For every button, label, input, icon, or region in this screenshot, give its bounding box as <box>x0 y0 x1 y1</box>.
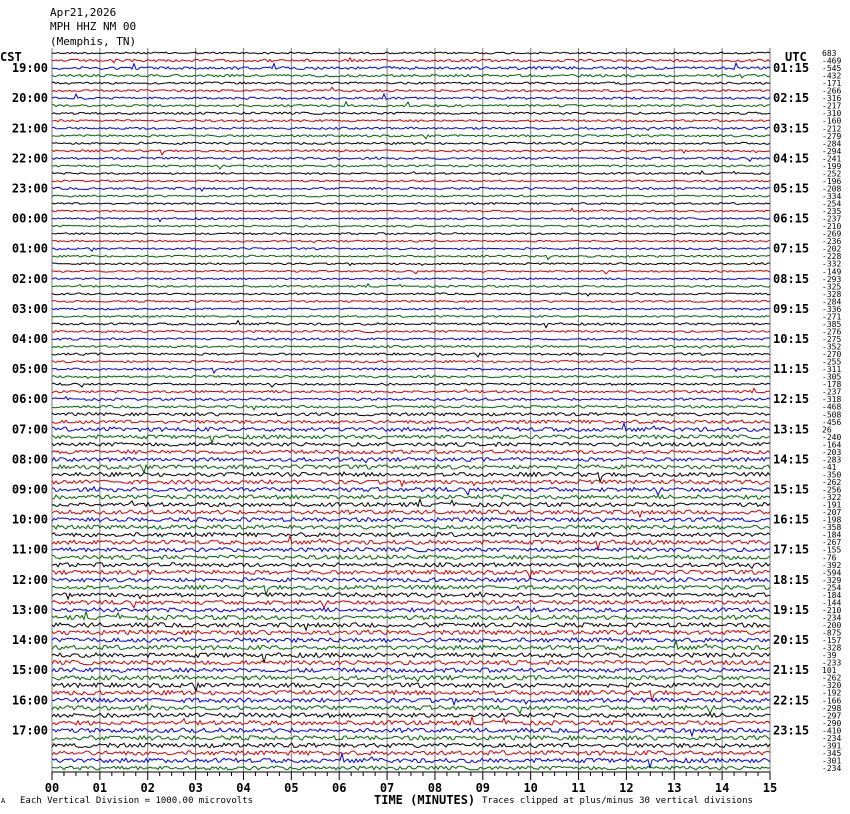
trace-line <box>52 353 770 357</box>
right-hour-label: 20:15 <box>773 633 810 648</box>
trace-offset-label: -235 <box>822 207 842 217</box>
trace-line <box>52 525 770 529</box>
trace-offset-label: -217 <box>822 101 842 111</box>
trace-offset-label: -293 <box>822 274 842 284</box>
trace-line <box>52 638 770 642</box>
trace-line <box>52 208 770 212</box>
trace-line <box>52 300 770 302</box>
left-hour-label: 05:00 <box>11 362 48 377</box>
header-location: (Memphis, TN) <box>50 35 137 48</box>
trace-offset-label: -310 <box>822 109 842 119</box>
trace-offset-label: -255 <box>822 357 842 367</box>
trace-line <box>52 578 770 582</box>
trace-offset-label: -237 <box>822 214 842 224</box>
trace-offset-label: -155 <box>822 545 842 555</box>
x-tick-label: 01 <box>92 781 108 795</box>
left-hour-label: 10:00 <box>11 512 48 527</box>
trace-offset-label: -456 <box>822 417 842 427</box>
trace-offset-label: -469 <box>822 56 842 66</box>
trace-line <box>52 413 770 416</box>
trace-line <box>52 397 770 401</box>
trace-line <box>52 308 770 310</box>
trace-offset-label: -144 <box>822 598 842 608</box>
right-timezone-label: UTC <box>785 50 807 64</box>
trace-line <box>52 383 770 387</box>
right-hour-label: 01:15 <box>773 61 810 76</box>
left-hour-label: 06:00 <box>11 392 48 407</box>
trace-offset-label: -267 <box>822 538 842 548</box>
trace-line <box>52 375 770 378</box>
trace-line <box>52 420 770 423</box>
right-hour-label: 13:15 <box>773 422 810 437</box>
trace-offset-label: -392 <box>822 560 842 570</box>
trace-line <box>52 660 770 664</box>
trace-offset-label: -234 <box>822 764 842 773</box>
right-hour-label: 08:15 <box>773 271 810 286</box>
x-tick-label: 09 <box>475 781 491 795</box>
left-hour-label: 15:00 <box>11 663 48 678</box>
trace-line <box>52 293 770 296</box>
trace-offset-label: -410 <box>822 726 842 736</box>
trace-line <box>52 743 770 747</box>
trace-offset-label: -358 <box>822 523 842 533</box>
trace-offset-label: -266 <box>822 86 842 96</box>
header-station: MPH HHZ NM 00 <box>50 20 137 33</box>
trace-offset-label: -39 <box>822 651 837 661</box>
trace-line <box>52 754 770 768</box>
left-hour-label: 08:00 <box>11 452 48 467</box>
trace-line <box>52 612 770 620</box>
trace-offset-label: 26 <box>822 425 832 435</box>
trace-offset-label: -594 <box>822 568 842 578</box>
trace-line <box>52 74 770 78</box>
trace-offset-label: -332 <box>822 259 842 269</box>
trace-line <box>52 423 770 431</box>
trace-offset-label: -290 <box>822 718 842 728</box>
trace-line <box>52 548 770 552</box>
trace-offset-label: -254 <box>822 199 842 209</box>
trace-line <box>52 218 770 222</box>
trace-line <box>52 195 770 197</box>
trace-offset-label: -236 <box>822 237 842 247</box>
trace-line <box>52 315 770 317</box>
trace-offset-label: -240 <box>822 432 842 442</box>
trace-offset-label: -311 <box>822 365 842 375</box>
trace-line <box>52 499 770 507</box>
x-tick-label: 06 <box>331 781 347 795</box>
trace-line <box>52 717 770 725</box>
x-tick-label: 14 <box>714 781 730 795</box>
trace-offset-label: -301 <box>822 756 842 766</box>
trace-offset-label: -322 <box>822 493 842 503</box>
right-hour-label: 07:15 <box>773 241 810 256</box>
trace-line <box>52 406 770 410</box>
left-hour-label: 17:00 <box>11 723 48 738</box>
trace-offset-label: -350 <box>822 470 842 480</box>
right-hour-label: 23:15 <box>773 723 810 738</box>
right-hour-label: 16:15 <box>773 512 810 527</box>
trace-line <box>52 102 770 107</box>
trace-line <box>52 180 770 182</box>
trace-offset-label: -276 <box>822 327 842 337</box>
trace-offset-label: -252 <box>822 169 842 179</box>
trace-offset-label: -297 <box>822 711 842 721</box>
right-hour-label: 06:15 <box>773 211 810 226</box>
trace-offset-label: -284 <box>822 139 842 149</box>
trace-offset-label: -508 <box>822 410 842 420</box>
right-hour-label: 14:15 <box>773 452 810 467</box>
trace-line <box>52 465 770 473</box>
trace-line <box>52 388 770 393</box>
trace-offset-label: -191 <box>822 500 842 510</box>
trace-offset-label: -199 <box>822 161 842 171</box>
trace-line <box>52 150 770 155</box>
trace-line <box>52 330 770 332</box>
trace-offset-label: -160 <box>822 116 842 126</box>
trace-line <box>52 443 770 447</box>
trace-line <box>52 641 770 650</box>
trace-offset-label: -196 <box>822 176 842 186</box>
x-tick-label: 13 <box>667 781 682 795</box>
trace-line <box>52 225 770 227</box>
trace-offset-label: -256 <box>822 485 842 495</box>
trace-line <box>52 435 770 443</box>
x-tick-label: 04 <box>236 781 251 795</box>
clip-note: Traces clipped at plus/minus 30 vertical divisions <box>482 796 753 806</box>
trace-offset-label: -345 <box>822 748 842 758</box>
trace-offset-label: -76 <box>822 553 837 563</box>
right-hour-label: 10:15 <box>773 332 810 346</box>
x-tick-label: 00 <box>44 781 60 795</box>
trace-layer <box>52 52 770 770</box>
trace-offset-label: -279 <box>822 131 842 141</box>
trace-offset-label: -269 <box>822 229 842 239</box>
left-hour-label: 16:00 <box>11 693 48 708</box>
trace-offset-label: -184 <box>822 530 842 540</box>
trace-offset-label: -171 <box>822 79 842 89</box>
trace-offset-label: -178 <box>822 380 842 390</box>
trace-line <box>52 171 770 174</box>
right-hour-label: 22:15 <box>773 693 810 708</box>
trace-line <box>52 683 770 691</box>
trace-offset-label: -283 <box>822 455 842 465</box>
trace-line <box>52 495 770 499</box>
right-hour-label: 21:15 <box>773 663 810 678</box>
trace-line <box>52 346 770 349</box>
right-hour-label: 02:15 <box>773 91 810 106</box>
right-hour-label: 15:15 <box>773 482 810 497</box>
trace-offset-label: -234 <box>822 613 842 623</box>
trace-offset-label: -262 <box>822 478 842 487</box>
trace-line <box>52 606 770 612</box>
trace-line <box>52 263 770 266</box>
trace-offset-label: -284 <box>822 297 842 307</box>
scale-prefix: A <box>1 797 6 805</box>
left-hour-label: 19:00 <box>11 61 48 76</box>
trace-offset-label: -157 <box>822 636 842 646</box>
trace-line <box>52 630 770 635</box>
trace-line <box>52 592 770 599</box>
trace-offset-label: -305 <box>822 372 842 382</box>
trace-line <box>52 135 770 139</box>
trace-offset-label: -203 <box>822 447 842 457</box>
x-tick-label: 03 <box>188 781 203 795</box>
trace-line <box>52 284 770 287</box>
trace-offset-label: -320 <box>822 681 842 691</box>
trace-line <box>52 278 770 280</box>
trace-offset-label: -391 <box>822 741 842 751</box>
trace-offset-label: -328 <box>822 289 842 299</box>
trace-offset-label: -149 <box>822 267 842 277</box>
trace-line <box>52 713 770 717</box>
trace-offset-label: -336 <box>822 304 842 314</box>
trace-line <box>52 248 770 251</box>
trace-line <box>52 751 770 756</box>
x-tick-label: 15 <box>762 781 778 795</box>
trace-offset-label: -228 <box>822 252 842 262</box>
left-hour-label: 21:00 <box>11 121 48 136</box>
x-tick-label: 08 <box>427 781 443 795</box>
trace-line <box>52 450 770 454</box>
trace-offset-label: -875 <box>822 628 842 638</box>
right-hour-label: 04:15 <box>773 151 810 166</box>
left-hour-label: 01:00 <box>11 241 48 256</box>
trace-line <box>52 533 770 537</box>
trace-offset-label: 683 <box>822 49 837 58</box>
right-hour-label: 12:15 <box>773 392 810 407</box>
trace-line <box>52 63 770 69</box>
trace-line <box>52 563 770 569</box>
trace-line <box>52 766 770 770</box>
trace-line <box>52 600 770 608</box>
x-axis-label: TIME (MINUTES) <box>374 793 476 807</box>
trace-offset-label: 101 <box>822 666 837 676</box>
trace-offset-label: -385 <box>822 319 842 329</box>
right-hour-label: 17:15 <box>773 542 810 557</box>
trace-offset-label: -233 <box>822 658 842 668</box>
trace-line <box>52 58 770 63</box>
trace-offset-label: -352 <box>822 342 842 352</box>
trace-offset-label: -164 <box>822 440 842 450</box>
left-hour-label: 07:00 <box>11 422 48 437</box>
trace-line <box>52 570 770 578</box>
trace-line <box>52 240 770 243</box>
trace-offset-label: -334 <box>822 192 842 201</box>
trace-offset-label: -271 <box>822 312 842 322</box>
trace-line <box>52 233 770 235</box>
right-hour-label: 09:15 <box>773 301 810 316</box>
trace-offset-label: -270 <box>822 350 842 360</box>
left-hour-label: 12:00 <box>11 572 48 587</box>
trace-offset-label: -234 <box>822 733 842 743</box>
right-hour-label: 03:15 <box>773 121 810 136</box>
left-hour-label: 22:00 <box>11 151 48 166</box>
trace-offset-label: -202 <box>822 244 842 254</box>
trace-line <box>52 735 770 740</box>
trace-offset-label: -329 <box>822 575 842 585</box>
trace-line <box>52 487 770 495</box>
left-hour-label: 02:00 <box>11 271 48 286</box>
trace-offset-label: -325 <box>822 282 842 292</box>
trace-line <box>52 338 770 340</box>
trace-offset-label: -254 <box>822 583 842 593</box>
left-hour-label: 11:00 <box>11 542 48 557</box>
left-hour-label: 14:00 <box>11 633 48 648</box>
x-tick-label: 05 <box>284 781 299 795</box>
trace-offset-label: -294 <box>822 146 842 156</box>
left-hour-label: 04:00 <box>11 332 48 346</box>
trace-line <box>52 698 770 705</box>
trace-line <box>52 270 770 274</box>
trace-line <box>52 127 770 130</box>
trace-offset-label: -275 <box>822 335 842 344</box>
trace-line <box>52 728 770 736</box>
trace-line <box>52 458 770 463</box>
trace-offset-label: -210 <box>822 222 842 232</box>
trace-offset-label: -212 <box>822 124 842 134</box>
trace-line <box>52 187 770 191</box>
header-date: Apr21,2026 <box>50 6 117 19</box>
trace-offset-label: -41 <box>822 462 837 472</box>
trace-offset-label: -328 <box>822 643 842 653</box>
trace-line <box>52 52 770 54</box>
left-timezone-label: CST <box>0 50 22 64</box>
trace-offset-label: -241 <box>822 154 842 164</box>
trace-line <box>52 360 770 362</box>
trace-offset-label: -316 <box>822 94 842 104</box>
trace-line <box>52 623 770 631</box>
trace-line <box>52 676 770 682</box>
trace-line <box>52 87 770 92</box>
right-hour-label: 19:15 <box>773 602 810 617</box>
x-tick-label: 10 <box>523 781 538 795</box>
trace-line <box>52 165 770 169</box>
left-hour-label: 20:00 <box>11 91 48 106</box>
trace-line <box>52 94 770 99</box>
x-tick-label: 02 <box>140 781 155 795</box>
trace-offset-label: -200 <box>822 621 842 630</box>
trace-line <box>52 157 770 161</box>
x-tick-label: 07 <box>379 781 395 795</box>
trace-line <box>52 536 770 549</box>
left-hour-label: 03:00 <box>11 301 48 316</box>
trace-line <box>52 112 770 114</box>
trace-offset-label: -262 <box>822 673 842 683</box>
trace-line <box>52 120 770 122</box>
trace-line <box>52 690 770 701</box>
right-hour-label: 11:15 <box>773 362 810 377</box>
trace-offset-label: -166 <box>822 696 842 706</box>
trace-offset-label: -207 <box>822 508 842 518</box>
trace-offset-label: -198 <box>822 515 842 525</box>
trace-offset-label: -192 <box>822 688 842 698</box>
left-hour-label: 00:00 <box>11 211 48 226</box>
trace-line <box>52 555 770 559</box>
trace-line <box>52 668 770 672</box>
x-tick-label: 12 <box>619 781 634 795</box>
trace-offset-label: -184 <box>822 590 842 600</box>
left-hour-label: 23:00 <box>11 181 48 196</box>
trace-line <box>52 705 770 714</box>
trace-offset-label: -318 <box>822 395 842 405</box>
right-hour-label: 18:15 <box>773 572 810 587</box>
trace-line <box>52 203 770 205</box>
trace-offset-label: -468 <box>822 402 842 412</box>
left-hour-label: 13:00 <box>11 602 48 617</box>
trace-offset-label: -210 <box>822 605 842 615</box>
trace-line <box>52 480 770 487</box>
left-hour-label: 09:00 <box>11 482 48 497</box>
x-tick-label: 11 <box>571 781 586 795</box>
trace-line <box>52 510 770 517</box>
trace-offset-label: -545 <box>822 64 842 74</box>
right-hour-label: 05:15 <box>773 181 810 196</box>
trace-line <box>52 82 770 84</box>
trace-line <box>52 255 770 260</box>
scale-note: Each Vertical Division = 1000.00 microvolts <box>20 796 253 806</box>
trace-offset-label: -298 <box>822 703 842 713</box>
trace-line <box>52 321 770 328</box>
trace-line <box>52 368 770 373</box>
trace-offset-label: -432 <box>822 71 842 81</box>
trace-offset-label: -208 <box>822 184 842 194</box>
trace-line <box>52 142 770 144</box>
trace-line <box>52 517 770 521</box>
trace-offset-label: -237 <box>822 387 842 397</box>
